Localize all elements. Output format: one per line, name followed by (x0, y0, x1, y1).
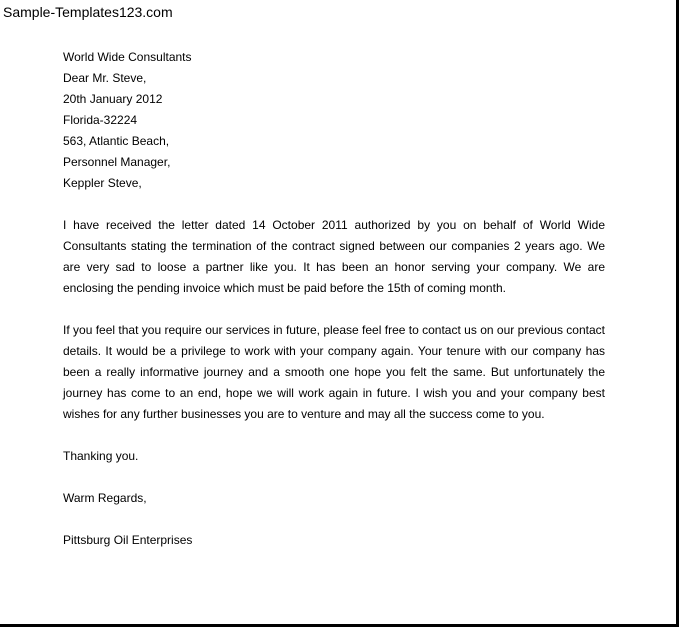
body-paragraph-1: I have received the letter dated 14 October 2011 authorized by you on behalf of World Wide Consultants stating the termination of the contract signed between our companies 2 years ago. We are very sad to loose a partner like you. It has been an honor serving your company. We are enclosing the pending invoice which must be paid before the 15th of coming month. (63, 218, 605, 295)
salutation: Dear Mr. Steve, (63, 71, 147, 85)
recipient-name: Keppler Steve, (63, 176, 142, 190)
body-paragraph-2: If you feel that you require our services in future, please feel free to contact us on our previous contact details. It would be a privilege to work with your company again. Your tenure with our company has been a really informative journey and a smooth one hope you felt the same. But unfortunately the journey has come to an end, hope we will work again in future. I wish you and your company best wishes for any further businesses you are to venture and may all the success come to you. (63, 323, 605, 421)
sender-signature: Pittsburg Oil Enterprises (63, 533, 193, 547)
recipient-title: Personnel Manager, (63, 155, 171, 169)
closing-thanks: Thanking you. (63, 449, 139, 463)
watermark-text: Sample-Templates123.com (3, 4, 173, 20)
recipient-state-zip: Florida-32224 (63, 113, 138, 127)
letter-date: 20th January 2012 (63, 92, 163, 106)
recipient-company: World Wide Consultants (63, 50, 192, 64)
recipient-street: 563, Atlantic Beach, (63, 134, 170, 148)
recipient-address-block (63, 47, 605, 194)
letter-body (63, 47, 605, 551)
closing-regards: Warm Regards, (63, 491, 147, 505)
